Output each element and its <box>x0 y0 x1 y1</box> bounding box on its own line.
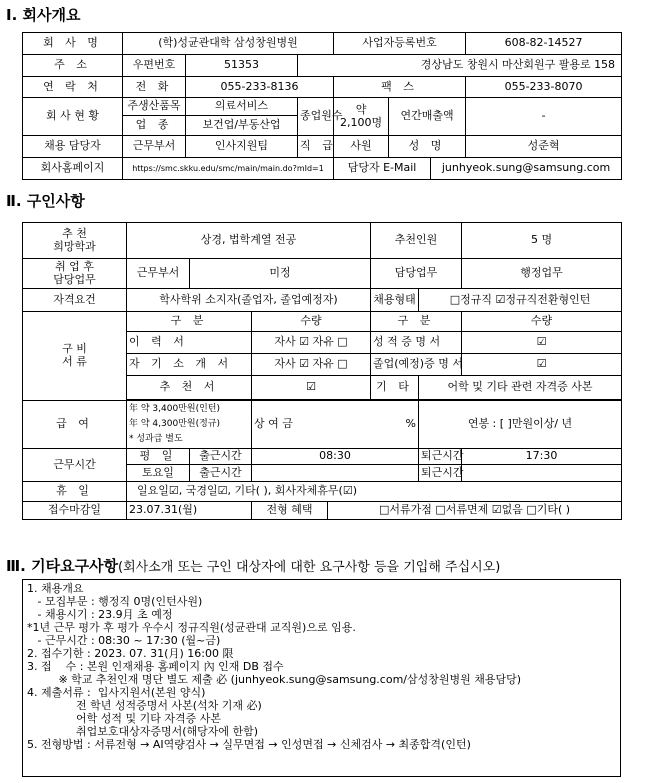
doc-col-kind-2: 구 분 <box>371 312 462 332</box>
address: 경상남도 창원시 마산회원구 팔용로 158 <box>298 55 622 77</box>
major-label <box>23 223 127 259</box>
count-label: 추천인원 <box>371 223 462 259</box>
req-line: *1년 근무 평가 후 평가 우수시 정규직원(성균관대 교직원)으로 임용. <box>27 621 356 634</box>
bizno-label: 사업자등록번호 <box>334 33 466 55</box>
company-name: (학)성균관대학 삼성창원병원 <box>123 33 334 55</box>
sales-label: 연간매출액 <box>389 98 466 136</box>
section-3-subtitle: (회사소개 또는 구인 대상자에 대한 요구사항 등을 기입해 주십시오) <box>118 560 501 575</box>
req-line: 취업보호대상자증명서(해당자에 한함) <box>27 725 259 738</box>
pay-intern: 年 약 3,400만원(인턴) <box>129 404 220 414</box>
benefit: □서류가점 □서류면제 ☑없음 □기타( ) <box>328 502 622 520</box>
emp-type: □정규직 ☑정규직전환형인턴 <box>419 289 622 312</box>
holiday-label: 휴 일 <box>23 482 127 502</box>
req-line: 1. 채용개요 <box>27 582 84 595</box>
sat-start <box>252 465 419 482</box>
phone: 055-233-8136 <box>186 77 334 98</box>
weekday-start: 08:30 <box>252 449 419 465</box>
job-posting-table <box>22 222 622 520</box>
sat-start-label: 출근시간 <box>190 465 252 482</box>
employees-label: 종업원수 <box>298 98 334 136</box>
dept: 인사지원팀 <box>186 136 298 158</box>
industry-label: 업 종 <box>123 116 186 136</box>
fax-label: 팩 스 <box>334 77 466 98</box>
weekday-label: 평 일 <box>127 449 190 465</box>
task: 행정업무 <box>462 259 622 289</box>
work-dept-label: 근무부서 <box>127 259 190 289</box>
deadline: 23.07.31(월) <box>127 502 252 520</box>
weekday-end: 17:30 <box>462 449 622 465</box>
address-label: 주 소 <box>23 55 123 77</box>
doc-transcript-check[interactable]: ☑ <box>462 332 622 354</box>
doc-transcript: 성 적 증 명 서 <box>371 332 462 354</box>
section-3-title <box>6 555 500 576</box>
employees-prefix: 약 <box>355 102 367 116</box>
email-link[interactable]: junhyeok.sung@samsung.com <box>431 158 622 180</box>
holiday: 일요일☑, 국경일☑, 기타( ), 회사자체휴무(☑) <box>127 482 622 502</box>
task-label: 담당업무 <box>371 259 462 289</box>
bonus-label: 상 여 금 <box>252 401 328 449</box>
emp-type-label: 채용형태 <box>371 289 419 312</box>
qual: 학사학위 소지자(졸업자, 졸업예정자) <box>127 289 371 312</box>
postcode: 51353 <box>186 55 298 77</box>
section-3-title-text: Ⅲ. 기타요구사항 <box>6 557 119 575</box>
pay-label: 급 여 <box>23 401 127 449</box>
position-label: 직 급 <box>298 136 334 158</box>
phone-label: 전 화 <box>123 77 186 98</box>
bizno: 608-82-14527 <box>466 33 622 55</box>
main-product: 의료서비스 <box>186 98 298 116</box>
doc-col-qty-2: 수량 <box>462 312 622 332</box>
name-label: 성 명 <box>389 136 466 158</box>
email-label: 담당자 E-Mail <box>334 158 431 180</box>
employees <box>334 98 389 136</box>
doc-reco-check[interactable]: ☑ <box>252 376 371 400</box>
weekday-start-label: 출근시간 <box>190 449 252 465</box>
doc-resume-form: 자사 ☑ 자유 □ <box>252 332 371 354</box>
doc-grad: 졸업(예정)증 명 서 <box>371 354 462 376</box>
doc-etc-value: 어학 및 기타 관련 자격증 사본 <box>419 376 622 400</box>
req-line: - 채용시기 : 23.9月 초 예정 <box>27 608 173 621</box>
pay-details <box>127 401 252 449</box>
req-line: 어학 성적 및 기타 자격증 사본 <box>27 712 221 725</box>
doc-col-qty-1: 수량 <box>252 312 371 332</box>
company-overview-table <box>22 32 622 180</box>
doc-col-kind-1: 구 분 <box>127 312 252 332</box>
req-line: ※ 학교 추천인재 명단 별도 제출 必 (junhyeok.sung@samsung.com/삼성창원병원 채용담당) <box>27 673 522 686</box>
employees-count: 2,100명 <box>339 115 383 129</box>
industry: 보건업/부동산업 <box>186 116 298 136</box>
hours-label: 근무시간 <box>23 449 127 482</box>
duty-label-line2: 담당업무 <box>53 272 96 286</box>
major-label-line2: 희망학과 <box>53 239 96 253</box>
work-dept: 미정 <box>190 259 371 289</box>
duty-label <box>23 259 127 289</box>
doc-resume: 이 력 서 <box>127 332 252 354</box>
docs-label <box>23 312 127 401</box>
req-line: - 근무시간 : 08:30 ~ 17:30 (월~금) <box>27 634 221 647</box>
homepage-link[interactable]: https://smc.skku.edu/smc/main/main.do?mId=1 <box>123 158 334 180</box>
doc-intro: 자 기 소 개 서 <box>127 354 252 376</box>
dept-label: 근무부서 <box>123 136 186 158</box>
deadline-label: 접수마감일 <box>23 502 127 520</box>
docs-label-line2: 서 류 <box>62 355 87 368</box>
postcode-label: 우편번호 <box>123 55 186 77</box>
req-line: 2. 접수기한 : 2023. 07. 31(月) 16:00 限 <box>27 647 234 660</box>
duty-label-line1: 취 업 후 <box>55 259 94 273</box>
pay-regular: 年 약 4,300만원(정규) <box>129 419 220 429</box>
fax: 055-233-8070 <box>466 77 622 98</box>
count: 5 명 <box>462 223 622 259</box>
req-line: 5. 전형방법 : 서류전형 → AI역량검사 → 실무면접 → 인성면접 → 신체검사 → 최종합격(인턴) <box>27 738 471 751</box>
manager-name: 성준혁 <box>466 136 622 158</box>
weekday-end-label: 퇴근시간 <box>419 449 462 465</box>
annual-pay: 연봉 : [ ]만원이상/ 년 <box>419 401 622 449</box>
sat-end <box>462 465 622 482</box>
bonus-unit: % <box>328 401 419 449</box>
sat-end-label: 퇴근시간 <box>419 465 462 482</box>
qual-label: 자격요건 <box>23 289 127 312</box>
main-product-label: 주생산품목 <box>123 98 186 116</box>
contact-label: 연 락 처 <box>23 77 123 98</box>
doc-grad-check[interactable]: ☑ <box>462 354 622 376</box>
company-name-label: 회 사 명 <box>23 33 123 55</box>
company-status-label: 회 사 현 황 <box>23 98 123 136</box>
req-line: 3. 접 수 : 본원 인재채용 홈페이지 內 인재 DB 접수 <box>27 660 284 673</box>
section-1-title: Ⅰ. 회사개요 <box>6 6 81 24</box>
major-label-line1: 추 천 <box>62 226 87 240</box>
doc-etc: 기 타 <box>371 376 419 400</box>
req-line: - 모집부문 : 행정직 0명(인턴사원) <box>27 595 203 608</box>
sat-label: 토요일 <box>127 465 190 482</box>
doc-reco: 추 천 서 <box>127 376 252 400</box>
section-2-title: Ⅱ. 구인사항 <box>6 192 85 210</box>
benefit-label: 전형 혜택 <box>252 502 328 520</box>
req-line: 전 학년 성적증명서 사본(석차 기재 必) <box>27 699 262 712</box>
sales: - <box>466 98 622 136</box>
manager-label: 채용 담당자 <box>23 136 123 158</box>
req-line: 4. 제출서류 : 입사지원서(본원 양식) <box>27 686 206 699</box>
position: 사원 <box>334 136 389 158</box>
doc-intro-form: 자사 ☑ 자유 □ <box>252 354 371 376</box>
requirements-box <box>22 579 621 777</box>
pay-bonus-note: * 성과급 별도 <box>129 434 183 444</box>
docs-label-line1: 구 비 <box>62 342 87 356</box>
homepage-label: 회사홈페이지 <box>23 158 123 180</box>
major: 상경, 법학계열 전공 <box>127 223 371 259</box>
